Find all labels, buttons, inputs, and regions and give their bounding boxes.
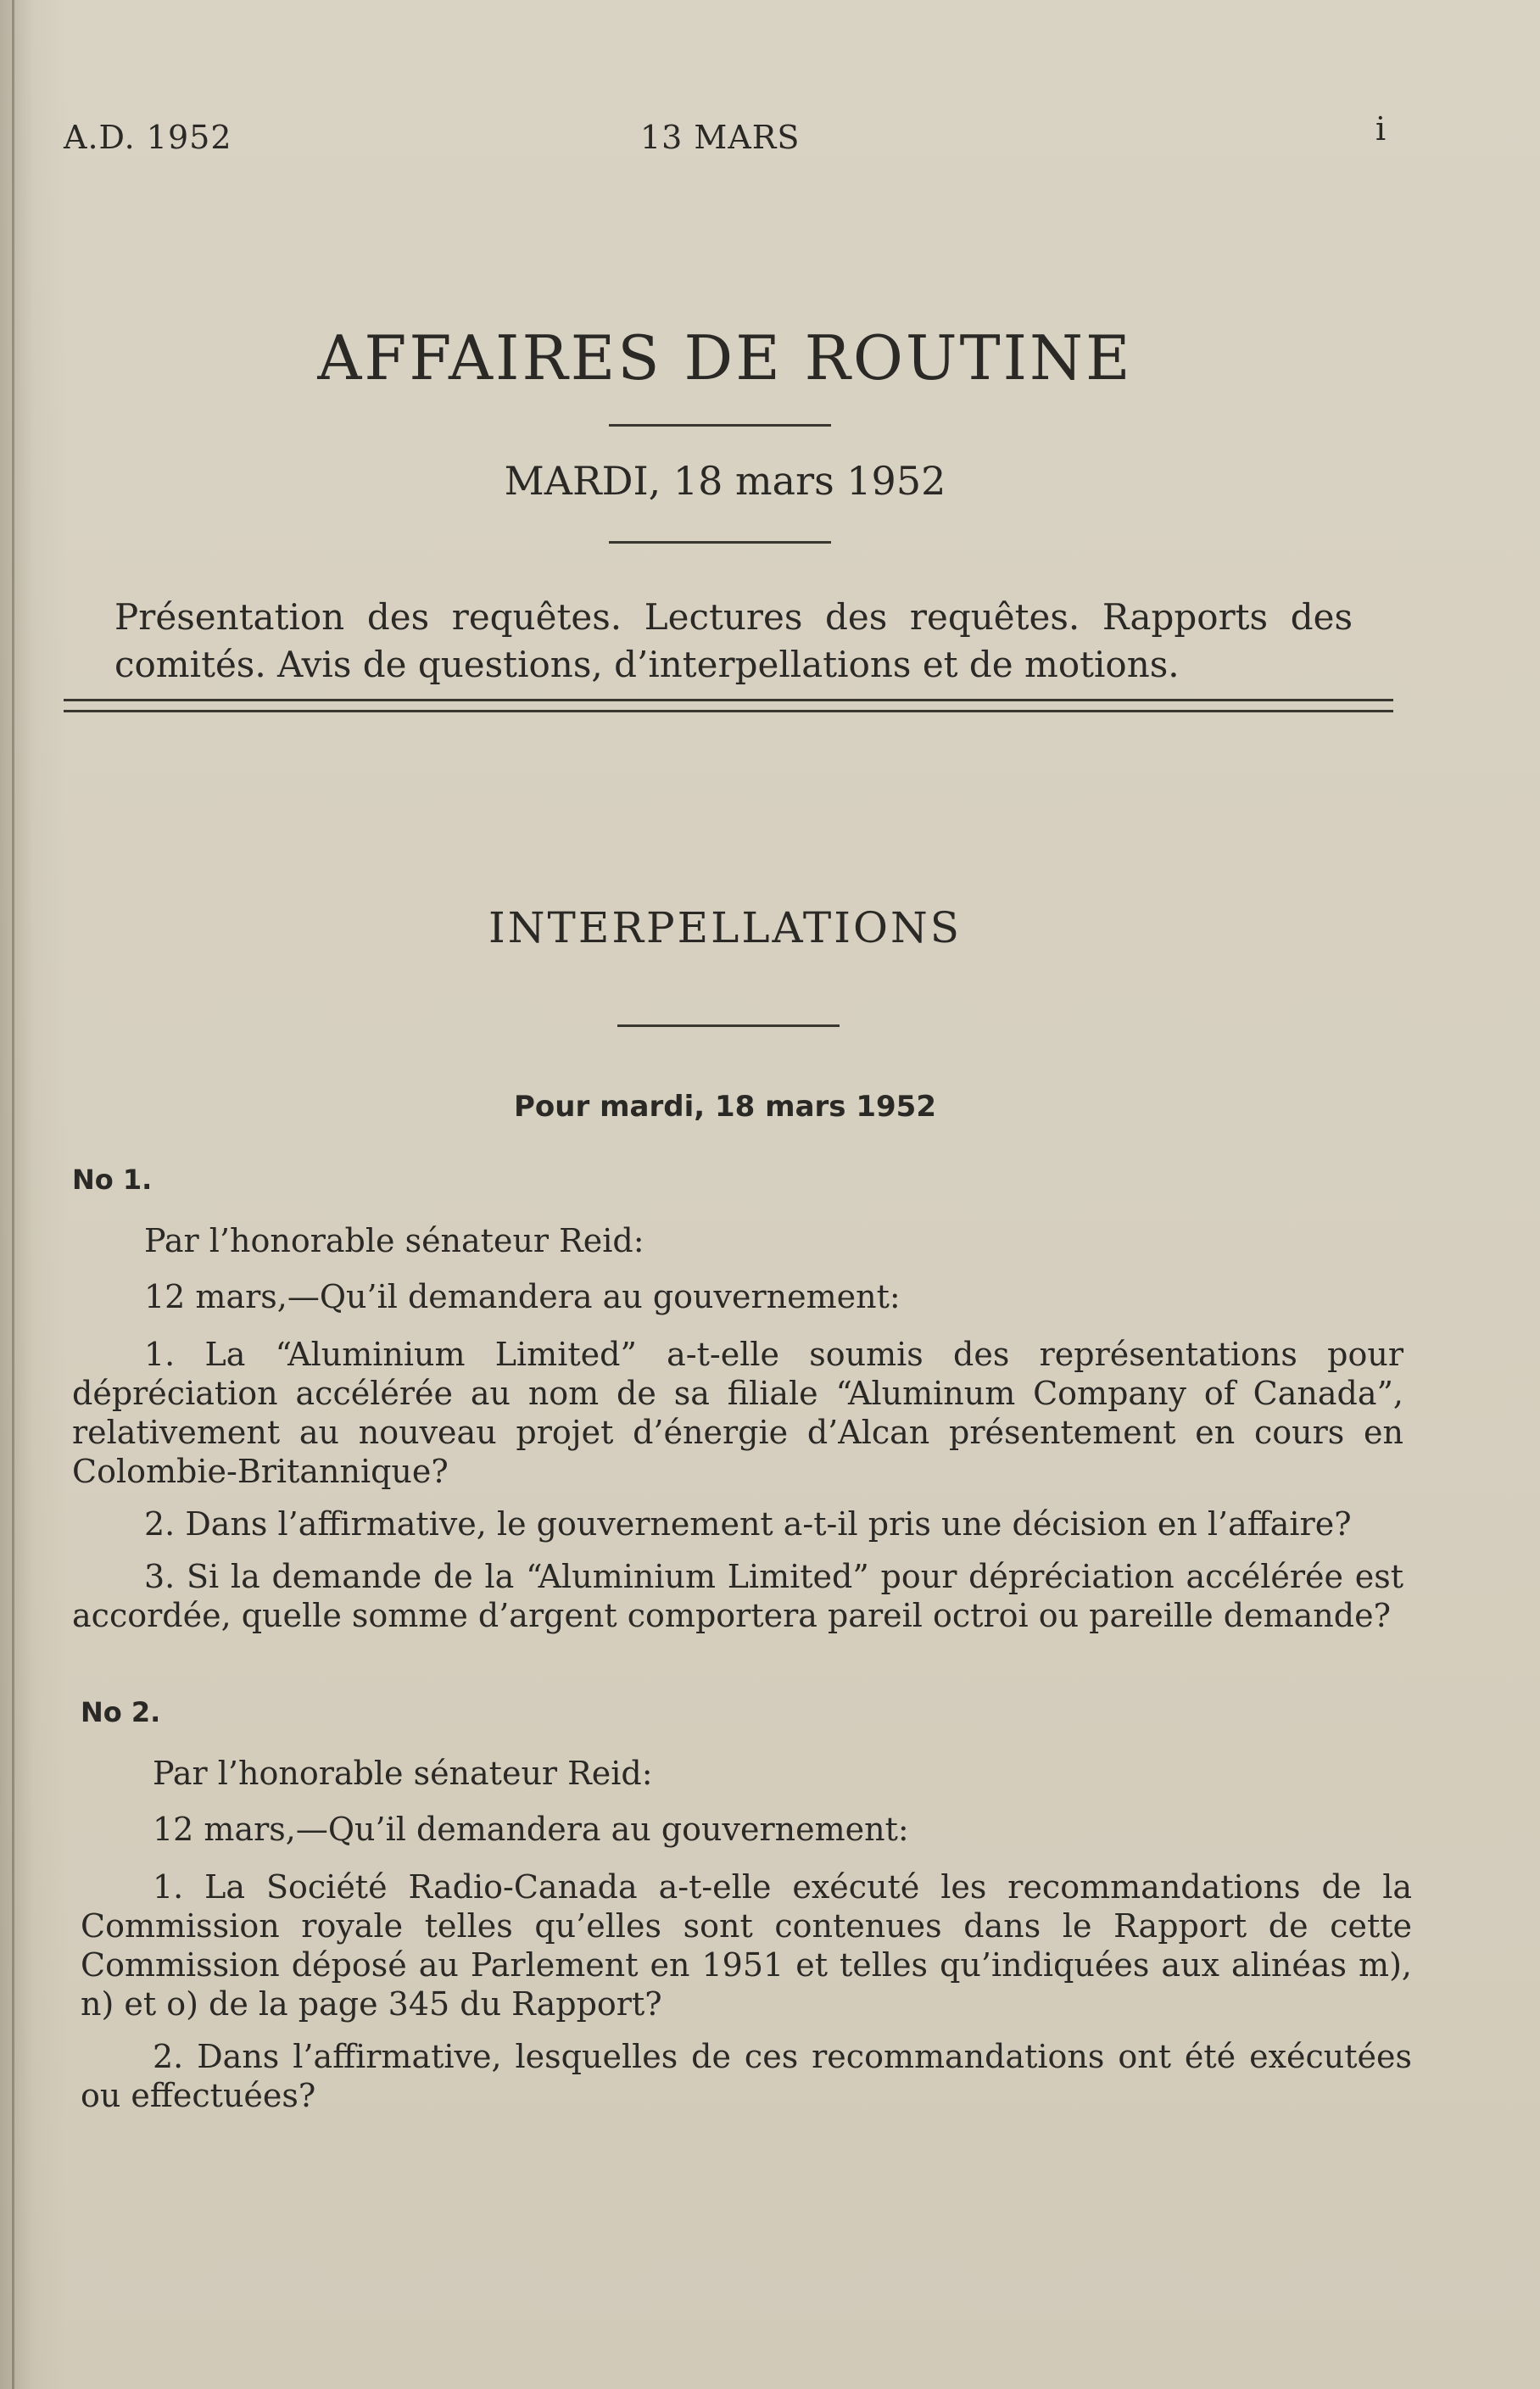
section-subtitle: Pour mardi, 18 mars 1952 — [514, 1090, 936, 1124]
item-date-line: 12 mars,—Qu’il demandera au gouvernement: — [153, 1811, 909, 1848]
routine-intro: Présentation des requêtes. Lectures des requêtes. Rapports des comités. Avis de questions, d’interpellations et de motions. — [114, 596, 1353, 685]
item-number: No 1. — [72, 1164, 153, 1196]
interpellation-item — [81, 1696, 1412, 2115]
running-head — [0, 110, 1540, 161]
date-rule — [609, 541, 831, 544]
item-question: 3. Si la demande de la “Aluminium Limited” pour dépréciation accélérée est accordée, quelle somme d’argent comportera pareil octroi ou pareille demande? — [72, 1558, 1403, 1634]
section-title: INTERPELLATIONS — [488, 903, 962, 952]
item-question: 2. Dans l’affirmative, lesquelles de ces recommandations ont été exécutées ou effectuées? — [81, 2038, 1412, 2114]
item-author: Par l’honorable sénateur Reid: — [144, 1222, 644, 1259]
item-question: 1. La Société Radio-Canada a-t-elle exécuté les recommandations de la Commission royale telles qu’elles sont contenues dans le Rapport de cette Commission déposé au Parlement en 1951 et telles qu’indiquées aux alinéas m), n) et o) de la page 345 du Rapport? — [81, 1868, 1412, 2023]
section-rule — [617, 1024, 840, 1027]
item-author: Par l’honorable sénateur Reid: — [153, 1755, 653, 1792]
item-question: 2. Dans l’affirmative, le gouvernement a-t-il pris une décision en l’affaire? — [144, 1505, 1352, 1543]
section-double-rule — [64, 699, 1393, 712]
page-number: i — [1375, 110, 1387, 148]
page-title: AFFAIRES DE ROUTINE — [317, 322, 1133, 394]
item-question: 1. La “Aluminium Limited” a-t-elle soumis des représentations pour dépréciation accélérée au nom de sa filiale “Aluminum Company of Canada”, relativement au nouveau projet d’énergie d’Alcan présentement en cours en Colombie-Britannique? — [72, 1336, 1403, 1490]
header-date: 13 MARS — [640, 119, 801, 156]
session-date: MARDI, 18 mars 1952 — [504, 458, 946, 504]
header-year: A.D. 1952 — [64, 119, 232, 156]
title-rule — [609, 424, 831, 427]
interpellation-item — [72, 1164, 1403, 1635]
item-date-line: 12 mars,—Qu’il demandera au gouvernement: — [144, 1278, 901, 1315]
item-number: No 2. — [81, 1696, 161, 1728]
